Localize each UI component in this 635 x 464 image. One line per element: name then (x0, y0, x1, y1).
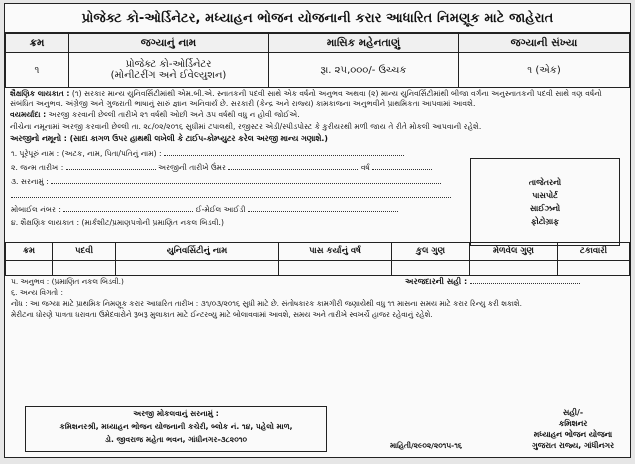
age-label: વયમર્યાદા : (10, 110, 47, 120)
cell-sr: ૧ (6, 53, 69, 88)
applicant-signature-label: અરજદારની સહી : (405, 276, 468, 286)
edu-cell (6, 260, 53, 275)
field-name (11, 148, 404, 159)
experience-row (5, 276, 630, 287)
photo-line-4: ફોટોગ્રાફ (531, 216, 559, 226)
field-dob (11, 162, 432, 173)
field-age-blank-2 (372, 162, 432, 170)
eligibility-text: (૧) સરકાર માન્ય યુનિવર્સિટીમાંથી એમ.બી.એ. સ્નાતકની પદવી સાથે એક વર્ષનો અનુભવ અથવા (૨) માન્ય યુનિવર્સિટીમાંથી બીજા વર્ગના અનુસ્નાતકની પદવી સાથે ત્રણ વર્ષનો સંબંધિત અનુભવ. અંગ્રેજી અને ગુજરાતી ભાષાનું સારું જ્ઞાન અનિવાર્ય છે. સરકારી (કેન્દ્ર અને રાજ્ય) કામકાજના અનુભવીને પ્રાથમિકતા આપવામાં આવશે. (10, 89, 602, 109)
edu-cell (279, 260, 392, 275)
table-row (6, 53, 630, 88)
field-address-2 (11, 190, 451, 200)
age-text: અરજી કરવાની છેલ્લી તારીખે ૨૧ વર્ષથી ઓછી અને ૩૫ વર્ષથી વધુ ન હોવી જોઈએ. (48, 110, 300, 120)
col-pay: માસિક મહેનતાણું (269, 34, 459, 53)
field-education-label: ૪. શૈક્ષણિક લાયકાત : (માર્કશીટ/પ્રમાણપત્રોની પ્રમાણિત નકલ બિડવી.) (11, 217, 224, 227)
signature-line-3: મધ્યાહન ભોજન યોજના (533, 430, 613, 439)
post-name: પ્રોજેક્ટ કો-ઓર્ડિનેટર (125, 59, 212, 70)
age-limit (5, 109, 630, 120)
photo-line-3: સાઈઝનો (529, 203, 561, 213)
field-address (11, 176, 441, 187)
signature-line-4: ગુજરાત રાજ્ય, ગાંધીનગર (532, 441, 614, 450)
address-heading: અરજી મોકલવાનું સરનામું : (133, 409, 219, 418)
eligibility (5, 88, 630, 109)
field-address-label: ૩. સરનામું : (11, 176, 49, 186)
edu-cell (470, 260, 558, 275)
field-email-label: ઈ-મેઈલ આઈડી (195, 204, 246, 214)
edu-cell (558, 260, 630, 275)
edu-col-degree: પદવી (53, 242, 116, 260)
page-title: પ્રોજેક્ટ કો-ઓર્ડિનેટર, મધ્યાહન ભોજન યોજનાની કરાર આધારિત નિમણૂક માટે જાહેરાત (5, 4, 630, 33)
post-subname: (મોનીટરીંગ અને ઈવેલ્યુશન) (110, 70, 227, 81)
photo-box (470, 158, 620, 246)
field-email-blank (248, 204, 398, 212)
field-mobile-blank (63, 204, 193, 212)
edu-col-year: પાસ કર્યાનું વર્ષ (279, 242, 392, 260)
field-age-unit: વર્ષ (360, 162, 370, 172)
field-education (11, 218, 224, 228)
form-heading: અરજીનો નમૂનો : (સાદા કાગળ ઉપર હાથથી લખેલી કે ટાઈપ-કોમ્પ્યુટર કરેલ અરજી માન્ય ગણાશે.) (10, 133, 328, 143)
experience-label: ૫. અનુભવ : (પ્રમાણિત નકલ બિડવી.) (11, 276, 124, 286)
job-table (5, 33, 630, 88)
edu-col-total: કુલ ગુણ (392, 242, 470, 260)
field-name-label: ૧. પૂરેપૂરું નામ : (અટક, નામ, પિતા/પતિનું નામ) : (11, 148, 162, 158)
col-count: જગ્યાની સંખ્યા (459, 34, 630, 53)
photo-line-2: પાસપોર્ટ (532, 190, 558, 200)
note-1: નોંધ : આ જગ્યા માટે પ્રાથમિક નિમણૂક કરાર આધારિત તારીખ : ૩૧/૦૩/૨૦૧૬ સુધી માટે છે. સંતોષકારક કામગીરી જણાયેથી વધુ ૧૧ માસના સમય માટે કરાર રિન્યુ કરી શકાશે. (11, 298, 522, 308)
field-address-blank-2 (11, 190, 451, 198)
reference-number: માહિતી/૨૯૦૨/૨૦૧૫-૧૬ (390, 441, 462, 450)
edu-col-percent: ટકાવારી (558, 242, 630, 260)
field-contact (11, 204, 398, 215)
edu-col-university: યુનિવર્સિટીનું નામ (116, 242, 279, 260)
col-post: જગ્યાનું નામ (69, 34, 269, 53)
field-dob-blank (66, 162, 156, 170)
address-line-2: ડો. જીવરાજ મહેતા ભવન, ગાંધીનગર-૩૮૨૦૧૦ (104, 435, 248, 444)
note-2: મેરીટના ધોરણે પાત્રતા ધરાવતા ઉમેદવારોને રૂબરૂ મુલાકાત માટે ઈન્ટરવ્યુ માટે બોલાવવામાં આવશે, સમય અને તારીખે સ્વખર્ચે હાજર રહેવાનું રહેશે. (11, 309, 433, 319)
application-form (5, 146, 630, 242)
edu-cell (116, 260, 279, 275)
applicant-signature (405, 276, 580, 287)
col-sr: ક્રમ (6, 34, 69, 53)
advertisement (4, 3, 631, 458)
eligibility-label: શૈક્ષણિક લાયકાત : (10, 89, 70, 98)
education-table (5, 242, 630, 276)
photo-line-1: તાજેતરનો (528, 177, 562, 187)
edu-cell (53, 260, 116, 275)
field-dob-label: ૨. જન્મ તારીખ : (11, 162, 64, 172)
signature-line-2: કમિશનર (558, 419, 588, 428)
address-line-1: કમિશનરશ્રી, મધ્યાહન ભોજન યોજનાની કચેરી, બ્લોક નં. ૧૪, પહેલો માળ, (59, 422, 293, 431)
table-row (6, 260, 630, 275)
signature-line-1: સહી/- (562, 408, 584, 417)
cell-count: ૧ (એક) (459, 53, 630, 88)
field-age-label: અરજીની તારીખે ઉંમર (158, 162, 226, 172)
commissioner-signature (532, 407, 614, 451)
address-box (25, 406, 327, 452)
field-address-blank (51, 176, 441, 184)
field-mobile-label: મોબાઈલ નંબર : (11, 204, 61, 214)
edu-col-obtained: મેળવેલ ગુણ (470, 242, 558, 260)
field-name-blank (164, 148, 404, 156)
other-details: ૬. અન્ય વિગતો : (11, 287, 63, 297)
instruction: નીચેના નમૂનામાં અરજી કરવાની છેલ્લી તા. ૨૮/૦૨/૨૦૧૬ સુધીમાં ટપાલથી, રજીસ્ટર એડી/સ્પીડપોસ્ટ કે કુરીયરથી મળી જાય તે રીતે મોકલી આપવાની રહેશે. (10, 121, 482, 131)
edu-col-sr: ક્રમ (6, 242, 53, 260)
cell-pay: રૂા. ૨૫,૦૦૦/- ઉચ્ચક (269, 53, 459, 88)
cell-post (69, 53, 269, 88)
applicant-signature-blank (470, 276, 580, 284)
field-age-blank (228, 162, 358, 170)
edu-cell (392, 260, 470, 275)
job-table-header (6, 34, 630, 53)
